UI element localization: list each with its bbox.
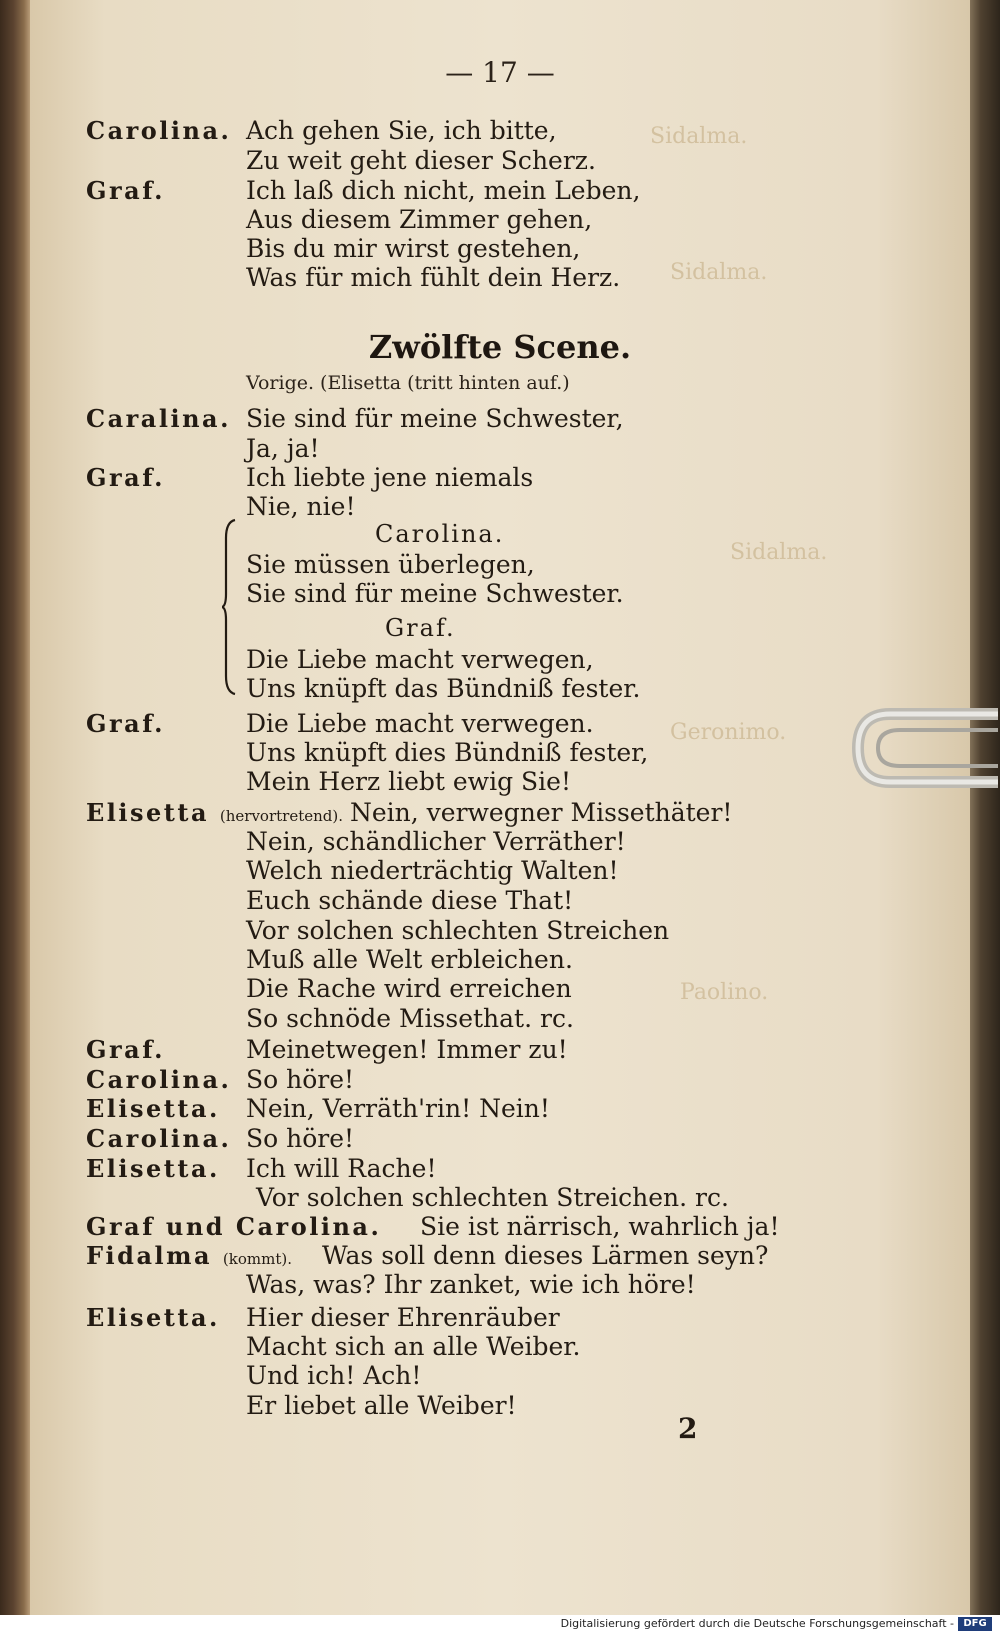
verse-text: Vor solchen schlechten Streichen [246, 916, 670, 945]
verse-text: Sie müssen überlegen, [246, 550, 535, 579]
speaker-name: Carolina. [86, 1065, 232, 1094]
speaker-name: Graf. [86, 709, 166, 738]
verse-text: Uns knüpft das Bündniß fester. [246, 674, 641, 703]
bleed-through-text: Sidalma. [730, 540, 828, 565]
speaker-name: Carolina. [86, 116, 232, 145]
verse-text: Uns knüpft dies Bündniß fester, [246, 738, 649, 767]
page-number-top: — 17 — [445, 56, 555, 89]
speaker-name-text: Elisetta [86, 798, 210, 827]
book-spine-shadow [0, 0, 30, 1634]
verse-text: Ich liebte jene niemals [246, 463, 534, 492]
verse-text: Die Liebe macht verwegen, [246, 645, 594, 674]
verse-text: Und ich! Ach! [246, 1361, 422, 1390]
ensemble-speaker-carolina: Carolina. [375, 520, 505, 548]
speaker-name: Elisetta. [86, 1094, 220, 1123]
verse-text: Ja, ja! [246, 434, 320, 463]
verse-text: Aus diesem Zimmer gehen, [246, 205, 593, 234]
verse-text: Was für mich fühlt dein Herz. [246, 263, 621, 292]
verse-text: Euch schände diese That! [246, 886, 574, 915]
digitization-footer [0, 1615, 1000, 1634]
verse-text: Nie, nie! [246, 492, 356, 521]
paperclip-icon [848, 700, 998, 796]
stage-direction: Vorige. (Elisetta (tritt hinten auf.) [246, 372, 570, 394]
scene-title: Zwölfte Scene. [368, 328, 632, 366]
verse-text: Vor solchen schlechten Streichen. rc. [256, 1183, 729, 1212]
speaker-name: Graf. [86, 463, 166, 492]
verse-text: Mein Herz liebt ewig Sie! [246, 767, 571, 796]
verse-text: Meinetwegen! Immer zu! [246, 1035, 568, 1064]
speaker-name [86, 1241, 292, 1270]
speaker-name: Elisetta. [86, 1154, 220, 1183]
verse-text: Zu weit geht dieser Scherz. [246, 146, 596, 175]
verse-text: Bis du mir wirst gestehen, [246, 234, 581, 263]
verse-text: Ich laß dich nicht, mein Leben, [246, 176, 641, 205]
dfg-logo: DFG [958, 1617, 992, 1631]
brace-bracket [222, 518, 236, 696]
ensemble-speaker-graf: Graf. [385, 614, 456, 642]
verse-text: Die Liebe macht verwegen. [246, 709, 594, 738]
speaker-name: Elisetta. [86, 1303, 220, 1332]
verse-text: Was, was? Ihr zanket, wie ich höre! [246, 1270, 696, 1299]
verse-text: Ach gehen Sie, ich bitte, [246, 116, 557, 145]
bleed-through-text: Geronimo. [670, 720, 787, 745]
verse-text: Muß alle Welt erbleichen. [246, 945, 573, 974]
bleed-through-text: Sidalma. [650, 124, 748, 149]
verse-text: Nein, verwegner Missethäter! [350, 798, 733, 827]
verse-text: Sie sind für meine Schwester. [246, 579, 624, 608]
speaker-name [86, 798, 343, 827]
verse-text: So höre! [246, 1065, 355, 1094]
stage-direction: (hervortretend). [219, 807, 343, 825]
verse-text: Nein, schändlicher Verräther! [246, 827, 626, 856]
verse-text: Welch niederträchtig Walten! [246, 856, 619, 885]
signature-number: 2 [678, 1412, 698, 1445]
bleed-through-text: Sidalma. [670, 260, 768, 285]
verse-text: Nein, Verräth'rin! Nein! [246, 1094, 550, 1123]
speaker-name: Graf. [86, 1035, 166, 1064]
bleed-through-text: Paolino. [680, 980, 769, 1005]
speaker-name: Carolina. [86, 1124, 232, 1153]
verse-text: Er liebet alle Weiber! [246, 1391, 517, 1420]
verse-text: Hier dieser Ehrenräuber [246, 1303, 560, 1332]
speaker-name-text: Fidalma [86, 1241, 213, 1270]
speaker-name: Graf und Carolina. [86, 1212, 382, 1241]
stage-direction: (kommt). [222, 1250, 292, 1268]
verse-text: Ich will Rache! [246, 1154, 437, 1183]
book-right-edge [968, 0, 1000, 1615]
verse-text: Sie ist närrisch, wahrlich ja! [420, 1212, 780, 1241]
verse-text: Sie sind für meine Schwester, [246, 404, 624, 433]
verse-text: So schnöde Missethat. rc. [246, 1004, 574, 1033]
verse-text: Die Rache wird erreichen [246, 974, 572, 1003]
speaker-name: Caralina. [86, 404, 231, 433]
verse-text: Macht sich an alle Weiber. [246, 1332, 581, 1361]
speaker-name: Graf. [86, 176, 166, 205]
verse-text: Was soll denn dieses Lärmen seyn? [322, 1241, 769, 1270]
footer-credit: Digitalisierung gefördert durch die Deutsche Forschungsgemeinschaft - [560, 1617, 954, 1630]
verse-text: So höre! [246, 1124, 355, 1153]
book-page [30, 0, 970, 1615]
